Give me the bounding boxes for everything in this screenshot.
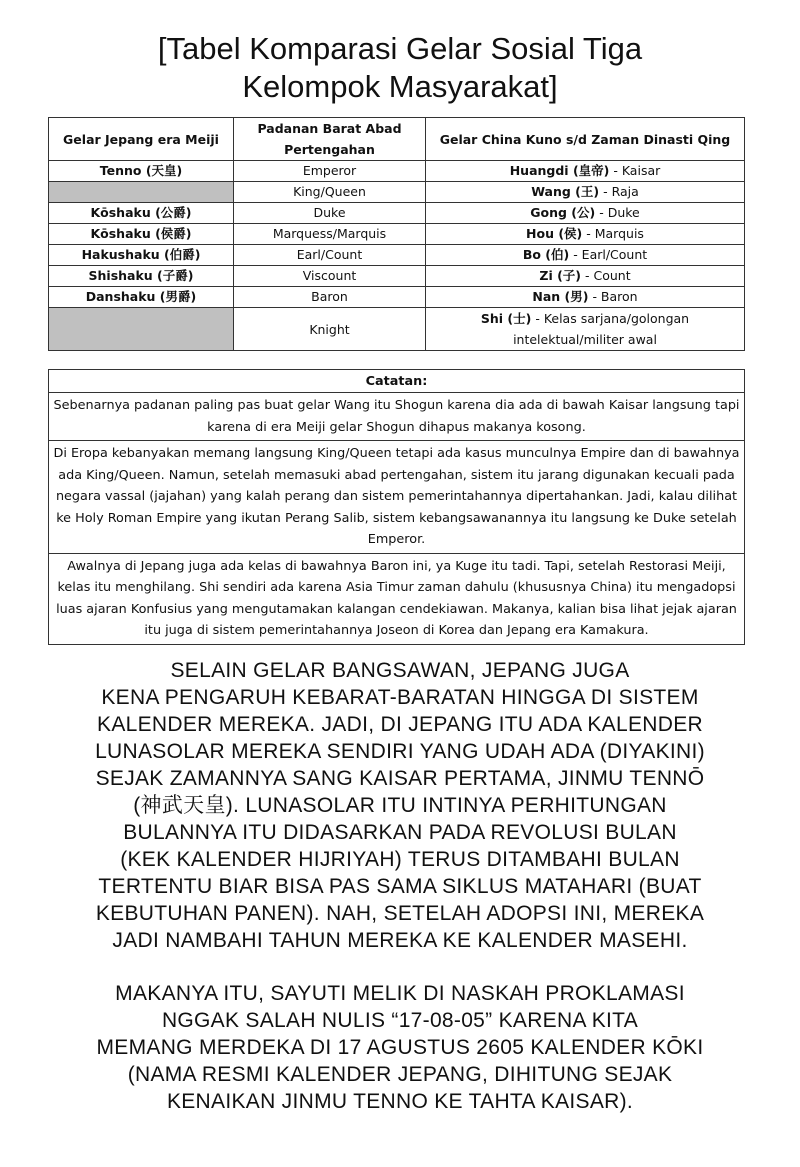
cell-west: King/Queen	[234, 182, 426, 203]
cell-japan: Hakushaku (伯爵)	[49, 245, 234, 266]
cell-west: Emperor	[234, 161, 426, 182]
cell-china	[426, 182, 745, 203]
text-line: (KEK KALENDER HIJRIYAH) TERUS DITAMBAHI BULAN	[120, 847, 680, 871]
notes-table	[48, 369, 745, 645]
note-item: Di Eropa kebanyakan memang langsung King/Queen tetapi ada kasus munculnya Empire dan di bawahnya ada King/Queen. Namun, setelah memasuki abad pertengahan, sistem itu jarang digunakan kecuali pada negara vassal (jajahan) yang kalah perang dan sistem pemerintahannya dipertahankan. Jadi, kalau dilihat ke Holy Roman Empire yang ikutan Perang Salib, sistem kebangsawanannya itu langsung ke Duke setelah Emperor.	[49, 441, 745, 554]
cell-china	[426, 287, 745, 308]
text-line: TERTENTU BIAR BISA PAS SAMA SIKLUS MATAHARI (BUAT	[98, 874, 702, 898]
cell-west: Earl/Count	[234, 245, 426, 266]
text-line: (NAMA RESMI KALENDER JEPANG, DIHITUNG SEJAK	[127, 1062, 673, 1086]
china-title: Nan (男)	[532, 289, 589, 304]
cell-west: Baron	[234, 287, 426, 308]
cell-china	[426, 203, 745, 224]
cell-west: Duke	[234, 203, 426, 224]
header-china: Gelar China Kuno s/d Zaman Dinasti Qing	[426, 118, 745, 161]
table-row	[49, 224, 745, 245]
china-title: Huangdi (皇帝)	[509, 163, 610, 178]
cell-west: Knight	[234, 308, 426, 351]
china-title: Gong (公)	[530, 205, 596, 220]
china-meaning: - Duke	[595, 205, 640, 220]
text-line: SELAIN GELAR BANGSAWAN, JEPANG JUGA	[170, 658, 630, 682]
note-item: Sebenarnya padanan paling pas buat gelar Wang itu Shogun karena dia ada di bawah Kaisar langsung tapi karena di era Meiji gelar Shogun dihapus makanya kosong.	[49, 393, 745, 441]
text-line: KALENDER MEREKA. JADI, DI JEPANG ITU ADA KALENDER	[97, 712, 703, 736]
cell-west: Viscount	[234, 266, 426, 287]
cell-china	[426, 224, 745, 245]
table-row	[49, 308, 745, 351]
table-header-row	[49, 118, 745, 161]
table-row	[49, 182, 745, 203]
cell-japan	[49, 308, 234, 351]
header-japan: Gelar Jepang era Meiji	[49, 118, 234, 161]
text-line: KENA PENGARUH KEBARAT-BARATAN HINGGA DI SISTEM	[101, 685, 699, 709]
china-meaning: - Kelas sarjana/golongan intelektual/militer awal	[513, 311, 690, 347]
china-meaning: - Raja	[599, 184, 639, 199]
cell-china	[426, 245, 745, 266]
china-meaning: - Baron	[588, 289, 638, 304]
table-row	[49, 161, 745, 182]
china-meaning: - Kaisar	[609, 163, 661, 178]
china-title: Zi (子)	[539, 268, 582, 283]
title-line: [Tabel Komparasi Gelar Sosial Tiga	[157, 31, 643, 66]
cell-japan: Tenno (天皇)	[49, 161, 234, 182]
cell-china	[426, 161, 745, 182]
paragraph-proclamation	[10, 980, 790, 1115]
china-title: Wang (王)	[531, 184, 600, 199]
comparison-table	[48, 117, 745, 351]
text-line: MEMANG MERDEKA DI 17 AGUSTUS 2605 KALENDER KŌKI	[96, 1035, 704, 1059]
text-line: JADI NAMBAHI TAHUN MEREKA KE KALENDER MASEHI.	[112, 928, 688, 952]
china-meaning: - Marquis	[582, 226, 644, 241]
text-line: NGGAK SALAH NULIS “17-08-05” KARENA KITA	[161, 1008, 639, 1032]
cell-china	[426, 308, 745, 351]
cell-west: Marquess/Marquis	[234, 224, 426, 245]
text-line: MAKANYA ITU, SAYUTI MELIK DI NASKAH PROKLAMASI	[115, 981, 685, 1005]
text-line: LUNASOLAR MEREKA SENDIRI YANG UDAH ADA (DIYAKINI)	[95, 739, 705, 763]
notes-header: Catatan:	[49, 370, 745, 393]
china-meaning: - Count	[581, 268, 631, 283]
table-row	[49, 266, 745, 287]
table-row	[49, 203, 745, 224]
text-line: KENAIKAN JINMU TENNO KE TAHTA KAISAR).	[166, 1089, 634, 1113]
header-west: Padanan Barat Abad Pertengahan	[234, 118, 426, 161]
cell-japan	[49, 182, 234, 203]
text-line: SEJAK ZAMANNYA SANG KAISAR PERTAMA, JINMU TENNŌ	[95, 766, 705, 790]
cell-japan: Kōshaku (公爵)	[49, 203, 234, 224]
cell-china	[426, 266, 745, 287]
note-item: Awalnya di Jepang juga ada kelas di bawahnya Baron ini, ya Kuge itu tadi. Tapi, setelah Restorasi Meiji, kelas itu menghilang. Shi sendiri ada karena Asia Timur zaman dahulu (khususnya China) itu mengadopsi luas ajaran Konfusius yang mengutamakan kalangan cendekiawan. Makanya, kalian bisa lihat jejak ajaran itu juga di sistem pemerintahannya Joseon di Korea dan Jepang era Kamakura.	[49, 553, 745, 644]
text-line: BULANNYA ITU DIDASARKAN PADA REVOLUSI BULAN	[123, 820, 677, 844]
china-title: Shi (士)	[480, 311, 532, 326]
text-line: KEBUTUHAN PANEN). NAH, SETELAH ADOPSI INI, MEREKA	[95, 901, 705, 925]
table-row	[49, 245, 745, 266]
china-title: Hou (侯)	[526, 226, 583, 241]
cell-japan: Kōshaku (侯爵)	[49, 224, 234, 245]
text-line: (神武天皇). LUNASOLAR ITU INTINYA PERHITUNGAN	[133, 793, 667, 817]
paragraph-calendar	[10, 657, 790, 954]
table-row	[49, 287, 745, 308]
cell-japan: Danshaku (男爵)	[49, 287, 234, 308]
china-meaning: - Earl/Count	[569, 247, 648, 262]
title-line: Kelompok Masyarakat]	[242, 69, 558, 104]
page-title	[0, 30, 800, 106]
cell-japan: Shishaku (子爵)	[49, 266, 234, 287]
china-title: Bo (伯)	[522, 247, 570, 262]
